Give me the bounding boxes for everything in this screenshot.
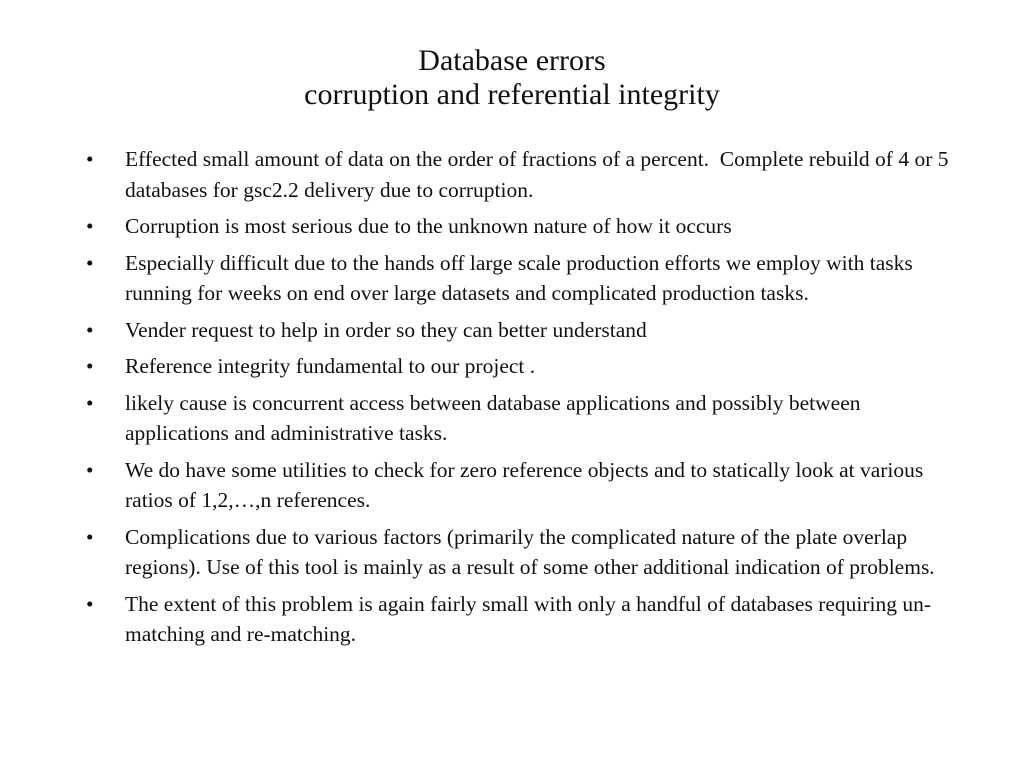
bullet-text: The extent of this problem is again fairly small with only a handful of databases requiring un-matching and re-matching. (125, 591, 932, 646)
bullet-item (80, 589, 950, 650)
bullet-text: Vender request to help in order so they can better understand (125, 317, 647, 342)
bullet-text: We do have some utilities to check for zero reference objects and to statically look at various ratios of 1,2,…,n references. (125, 457, 929, 512)
bullet-item (80, 211, 950, 242)
bullet-icon: • (86, 250, 94, 275)
bullet-text: Reference integrity fundamental to our project . (125, 354, 536, 378)
bullet-icon: • (86, 214, 94, 238)
slide-title (0, 44, 1024, 112)
bullet-item (80, 248, 950, 309)
bullet-text: Effected small amount of data on the order of fractions of a percent. Complete rebuild of 4 or 5 databases for gsc2.2 delivery due to corruption. (125, 147, 954, 202)
slide-title-line-1: Database errors (418, 44, 606, 77)
bullet-item (80, 522, 950, 583)
bullet-icon: • (86, 457, 94, 482)
bullet-text: Corruption is most serious due to the unknown nature of how it occurs (125, 214, 732, 238)
bullet-item (80, 144, 954, 205)
slide-title-line-2: corruption and referential integrity (304, 78, 720, 111)
bullet-icon: • (86, 317, 94, 342)
bullet-item (80, 315, 950, 346)
bullet-item (80, 388, 950, 449)
bullet-icon: • (86, 390, 94, 415)
bullet-text: likely cause is concurrent access between database applications and possibly between applications and administrative tasks. (125, 390, 872, 445)
bullet-icon: • (86, 147, 94, 171)
bullet-text: Complications due to various factors (primarily the complicated nature of the plate overlap regions). Use of this tool is mainly as a result of some other additional indication of problems. (125, 524, 935, 579)
bullet-icon: • (86, 354, 94, 378)
bullet-item (80, 455, 950, 516)
bullet-icon: • (86, 591, 94, 616)
bullet-icon: • (86, 524, 94, 549)
bullet-item (80, 351, 950, 382)
bullet-list (80, 144, 954, 656)
bullet-text: Especially difficult due to the hands off large scale production efforts we employ with tasks running for weeks on end over large datasets and complicated production tasks. (125, 250, 919, 305)
